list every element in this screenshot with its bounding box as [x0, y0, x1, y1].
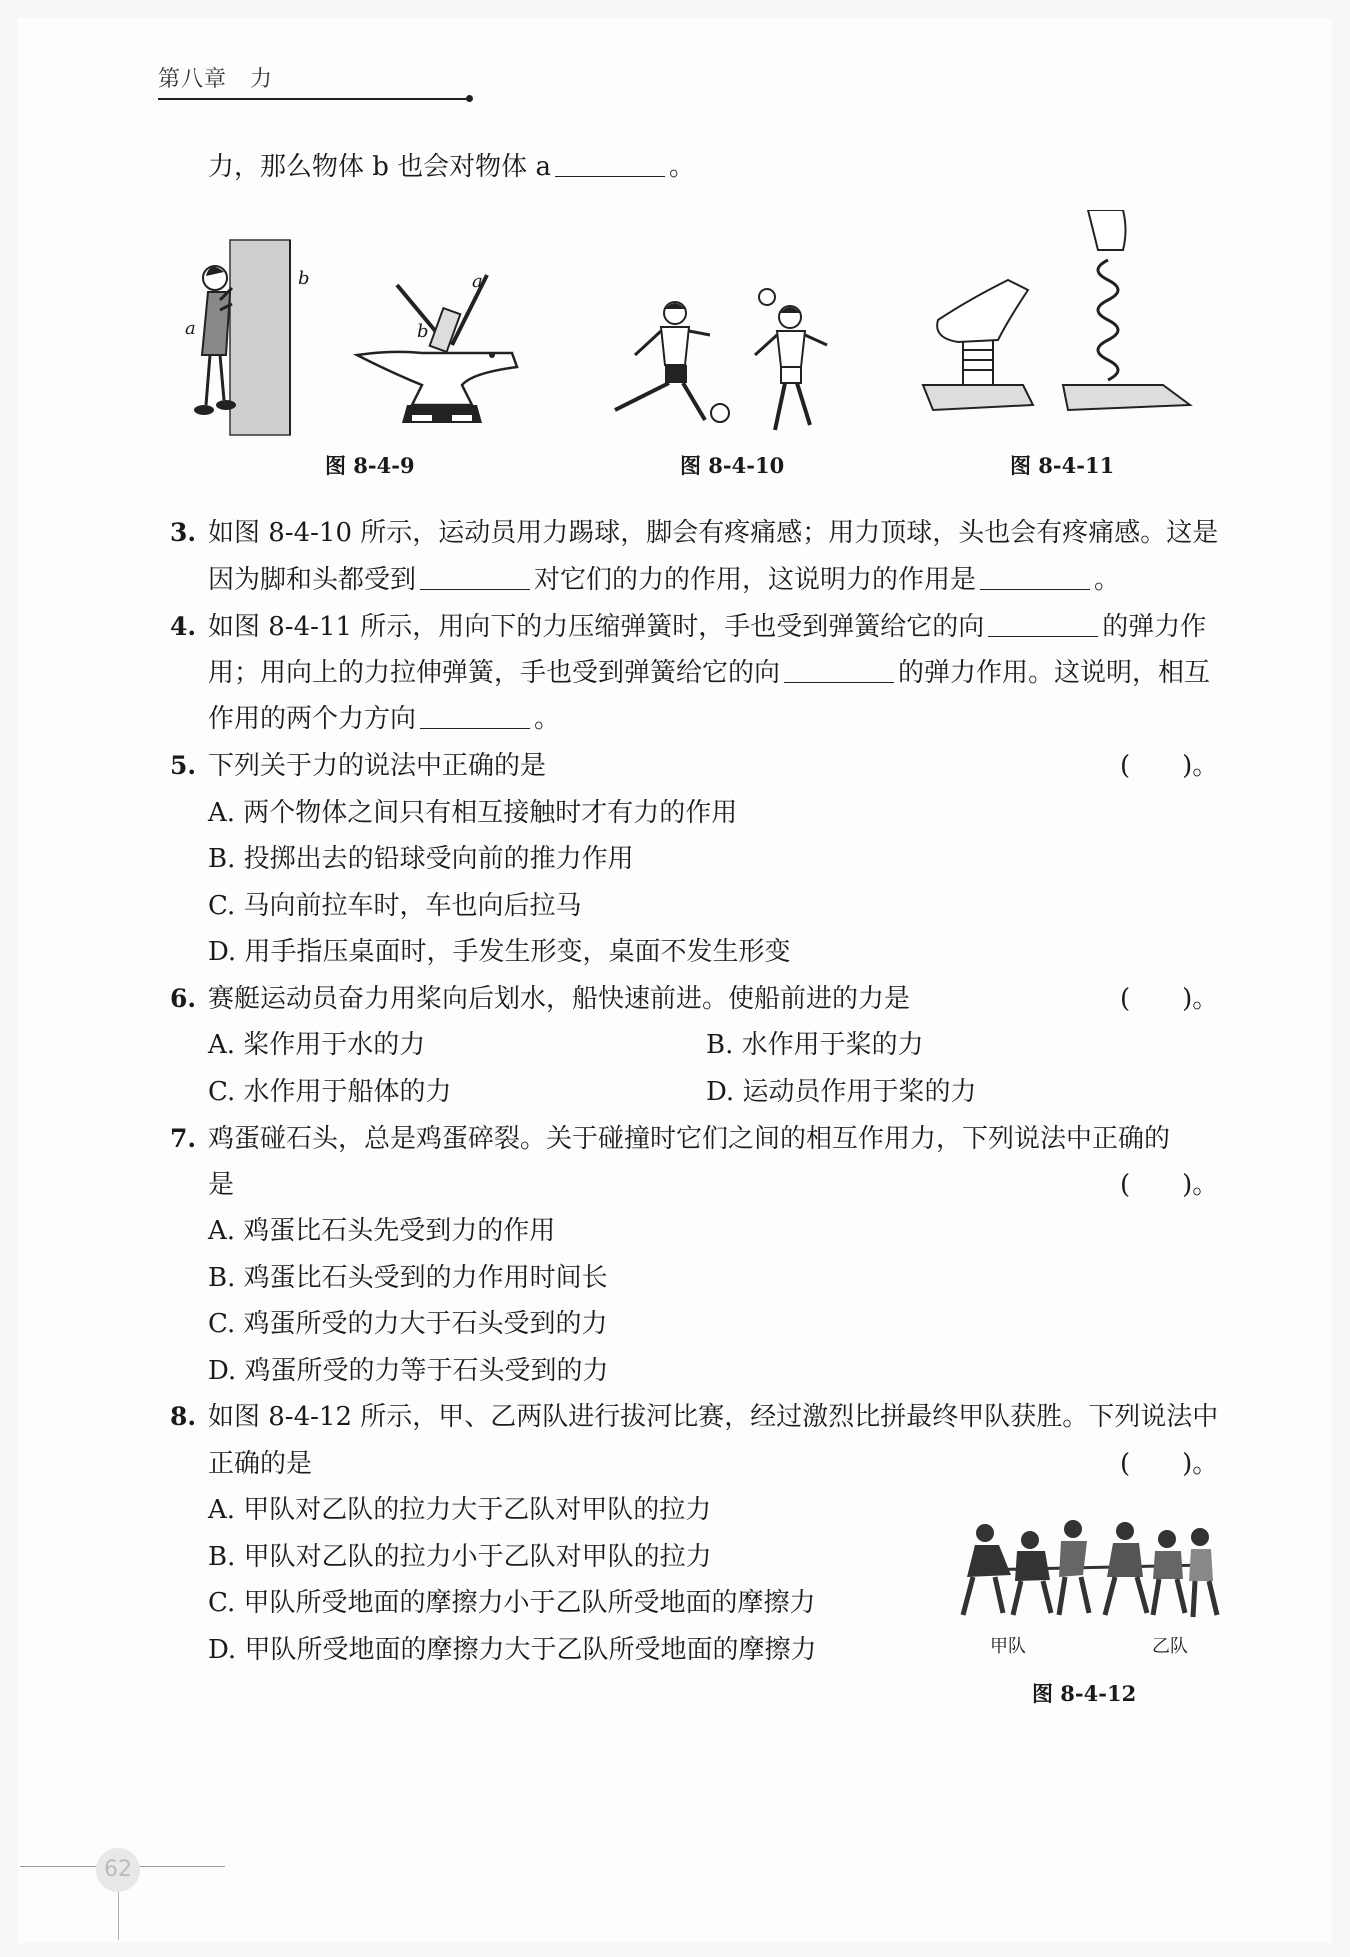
q4-text-3b: 。: [534, 704, 561, 734]
question-5-option-c: C. 马向前拉车时，车也向后拉马: [208, 891, 582, 921]
blank: [784, 660, 894, 683]
intro-end: 。: [668, 152, 695, 182]
question-7-line-1: 鸡蛋碰石头，总是鸡蛋碎裂。关于碰撞时它们之间的相互作用力，下列说法中正确的: [208, 1124, 1171, 1154]
question-7-number: 7.: [170, 1124, 197, 1153]
question-3-line-2: [208, 563, 1120, 597]
fig9b-label-a: a: [472, 271, 483, 292]
figure-8-4-10: [595, 285, 865, 435]
question-7-option-c: C. 鸡蛋所受的力大于石头受到的力: [208, 1309, 608, 1339]
fig9-label-b: b: [298, 268, 310, 289]
blank: [988, 614, 1098, 637]
caption-8-4-11: 图 8-4-11: [1010, 453, 1115, 478]
figure-8-4-9-anvil: [352, 255, 532, 435]
question-4-line-1: [208, 610, 1206, 644]
blank: [420, 567, 530, 590]
page-number: 62: [96, 1848, 140, 1892]
question-7-line-2: 是: [208, 1170, 235, 1200]
question-4-line-2: [208, 656, 1210, 690]
blank: [420, 706, 530, 729]
blank: [555, 154, 665, 177]
question-6-option-b: B. 水作用于桨的力: [706, 1030, 924, 1060]
figure-8-4-12: [955, 1515, 1225, 1630]
question-5-option-b: B. 投掷出去的铅球受向前的推力作用: [208, 844, 634, 874]
question-6-option-a: A. 桨作用于水的力: [208, 1030, 426, 1060]
caption-8-4-10: 图 8-4-10: [680, 453, 785, 478]
question-8-number: 8.: [170, 1402, 197, 1431]
caption-8-4-9: 图 8-4-9: [325, 453, 415, 478]
q4-text-1b: 的弹力作: [1102, 612, 1207, 642]
caption-8-4-12: 图 8-4-12: [1032, 1681, 1137, 1706]
header-dot: [466, 95, 473, 102]
question-6-answer-paren: ( )。: [1120, 984, 1219, 1014]
question-5-option-a: A. 两个物体之间只有相互接触时才有力的作用: [208, 798, 738, 828]
blank: [980, 567, 1090, 590]
question-7-option-d: D. 鸡蛋所受的力等于石头受到的力: [208, 1356, 609, 1386]
question-6-stem: 赛艇运动员奋力用桨向后划水，船快速前进。使船前进的力是: [208, 984, 911, 1014]
figure-8-4-11: [918, 210, 1198, 430]
question-7-answer-paren: ( )。: [1120, 1170, 1219, 1200]
question-5-stem: 下列关于力的说法中正确的是: [208, 751, 547, 781]
q3-text-b: 对它们的力的作用，这说明力的作用是: [534, 565, 977, 595]
team-b-label: 乙队: [1152, 1636, 1188, 1657]
question-6-option-c: C. 水作用于船体的力: [208, 1077, 452, 1107]
question-5-option-d: D. 用手指压桌面时，手发生形变，桌面不发生形变: [208, 937, 791, 967]
question-8-option-a: A. 甲队对乙队的拉力大于乙队对甲队的拉力: [208, 1495, 712, 1525]
question-7-option-a: A. 鸡蛋比石头先受到力的作用: [208, 1216, 556, 1246]
question-8-line-1: 如图 8-4-12 所示，甲、乙两队进行拔河比赛，经过激烈比拼最终甲队获胜。下列说法中: [208, 1402, 1219, 1432]
question-3-number: 3.: [170, 518, 197, 547]
question-8-option-d: D. 甲队所受地面的摩擦力大于乙队所受地面的摩擦力: [208, 1635, 817, 1665]
fig9-label-a: a: [185, 318, 196, 339]
header-rule: [158, 98, 470, 100]
question-8-answer-paren: ( )。: [1120, 1449, 1219, 1479]
question-5-number: 5.: [170, 751, 197, 780]
q4-text-1a: 如图 8-4-11 所示，用向下的力压缩弹簧时，手也受到弹簧给它的向: [208, 612, 985, 642]
q4-text-2a: 用；用向上的力拉伸弹簧，手也受到弹簧给它的向: [208, 658, 781, 688]
q3-text-c: 。: [1094, 565, 1121, 595]
question-8-line-2: 正确的是: [208, 1449, 313, 1479]
intro-line: [208, 150, 695, 184]
fig9b-label-b: b: [417, 321, 429, 342]
question-4-line-3: [208, 702, 560, 736]
q3-text-a: 因为脚和头都受到: [208, 565, 417, 595]
question-3-line-1: 如图 8-4-10 所示，运动员用力踢球，脚会有疼痛感；用力顶球，头也会有疼痛感。这是: [208, 518, 1219, 548]
question-7-option-b: B. 鸡蛋比石头受到的力作用时间长: [208, 1263, 608, 1293]
chapter-header: 第八章 力: [158, 67, 274, 92]
team-a-label: 甲队: [990, 1636, 1026, 1657]
question-8-option-c: C. 甲队所受地面的摩擦力小于乙队所受地面的摩擦力: [208, 1588, 816, 1618]
question-6-number: 6.: [170, 984, 197, 1013]
figure-8-4-9-wall: [180, 230, 310, 440]
question-6-option-d: D. 运动员作用于桨的力: [706, 1077, 977, 1107]
question-8-option-b: B. 甲队对乙队的拉力小于乙队对甲队的拉力: [208, 1542, 712, 1572]
question-5-answer-paren: ( )。: [1120, 751, 1219, 781]
intro-text: 力，那么物体 b 也会对物体 a: [208, 152, 551, 182]
q4-text-2b: 的弹力作用。这说明，相互: [898, 658, 1211, 688]
q4-text-3a: 作用的两个力方向: [208, 704, 417, 734]
question-4-number: 4.: [170, 612, 197, 641]
